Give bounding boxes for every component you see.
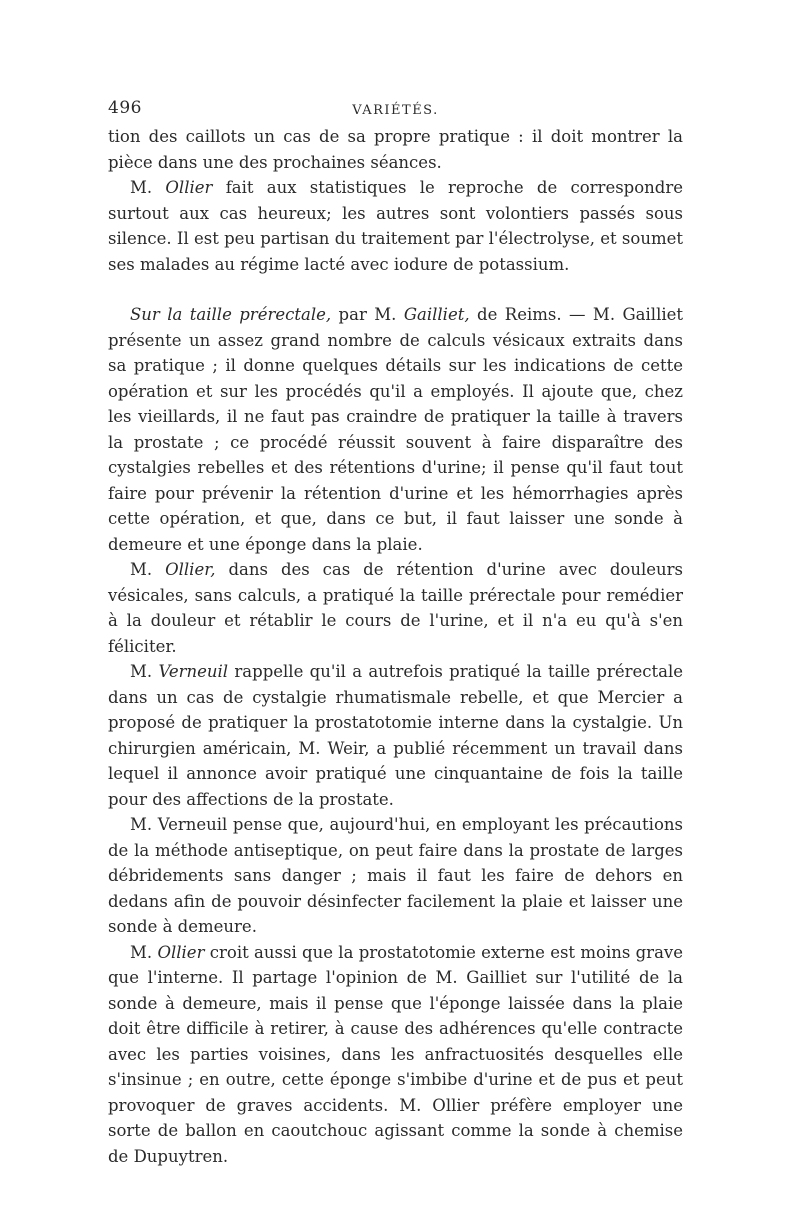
paragraph-text: tion des caillots un cas de sa propre pratique : il doit montrer la pièce dans une des prochaines séances. [108, 127, 683, 172]
paragraph-section-taille-prerectale [108, 302, 683, 557]
document-page [108, 96, 683, 1169]
speaker-name: Ollier [165, 178, 213, 197]
speaker-title: M. [130, 662, 153, 681]
author-name: Gailliet, [403, 305, 470, 324]
speaker-title: M. [130, 560, 153, 579]
paragraph-text: M. Verneuil pense que, aujourd'hui, en employant les précautions de la méthode antiseptique, on peut faire dans la prostate de larges débridements sans danger ; mais il faut les faire de dehors en dedans afin de pouvoir désinfecter facilement la plaie et laisser une sonde à demeure. [108, 815, 683, 936]
byline-prefix: par M. [338, 305, 397, 324]
paragraph-verneuil-antiseptique [108, 812, 683, 940]
paragraph-ollier-prostatotomie [108, 940, 683, 1170]
paragraph-text: rappelle qu'il a autrefois pratiqué la taille prérectale dans un cas de cystalgie rhumatismale rebelle, et que Mercier a proposé de pratiquer la prostatotomie interne dans la cystalgie. Un chirurgien américain, M. Weir, a publié récemment un travail dans lequel il annonce avoir pratiqué une cinquantaine de fois la taille pour des affections de la prostate. [108, 662, 684, 809]
paragraph-text: de Reims. — M. Gailliet présente un assez grand nombre de calculs vésicaux extraits dans sa pratique ; il donne quelques détails sur les indications de cette opération et sur les procédés qu'il a employés. Il ajoute que, chez les vieillards, il ne faut pas craindre de pratiquer la taille à travers la prostate ; ce procédé réussit souvent à faire disparaître des cystalgies rebelles et des rétentions d'urine; il pense qu'il faut tout faire pour prévenir la rétention d'urine et les hémorrhagies après cette opération, et que, dans ce but, il faut laisser une sonde à demeure et une éponge dans la plaie. [108, 305, 684, 554]
speaker-title: M. [130, 178, 153, 197]
speaker-name: Verneuil [158, 662, 229, 681]
page-header [108, 96, 683, 120]
paragraph-text: fait aux statistiques le reproche de correspondre surtout aux cas heureux; les autres sont volontiers passés sous silence. Il est peu partisan du traitement par l'électrolyse, et soumet ses malades au régime lacté avec iodure de potassium. [108, 178, 684, 274]
speaker-name: Ollier, [165, 560, 216, 579]
paragraph-verneuil-cystalgie [108, 659, 683, 812]
paragraph-continuation [108, 124, 683, 175]
speaker-name: Ollier [157, 942, 205, 962]
page-number: 496 [108, 98, 142, 118]
paragraph-text: croit aussi que la prostatotomie externe est moins grave que l'interne. Il partage l'opinion de M. Gailliet sur l'utilité de la sonde à demeure, mais il pense que l'éponge laissée dans la plaie doit être difficile à retirer, à cause des adhérences qu'elle contracte avec les parties voisines, dans les anfractuosités desquelles elle s'insinue ; en outre, cette éponge s'imbibe d'urine et de pus et peut provoquer de graves accidents. M. Ollier préfère employer une sorte de ballon en caoutchouc agissant comme la sonde à chemise de Dupuytren. [108, 942, 683, 1166]
speaker-title: M. [130, 942, 153, 962]
running-head: VARIÉTÉS. [352, 103, 439, 118]
section-title: Sur la taille prérectale, [130, 305, 332, 324]
paragraph-ollier-retention [108, 557, 683, 659]
paragraph-text: dans des cas de rétention d'urine avec douleurs vésicales, sans calculs, a pratiqué la taille prérectale pour remédier à la douleur et rétablir le cours de l'urine, et il n'a eu qu'à s'en féliciter. [108, 560, 684, 656]
paragraph-ollier-statistics [108, 175, 683, 277]
